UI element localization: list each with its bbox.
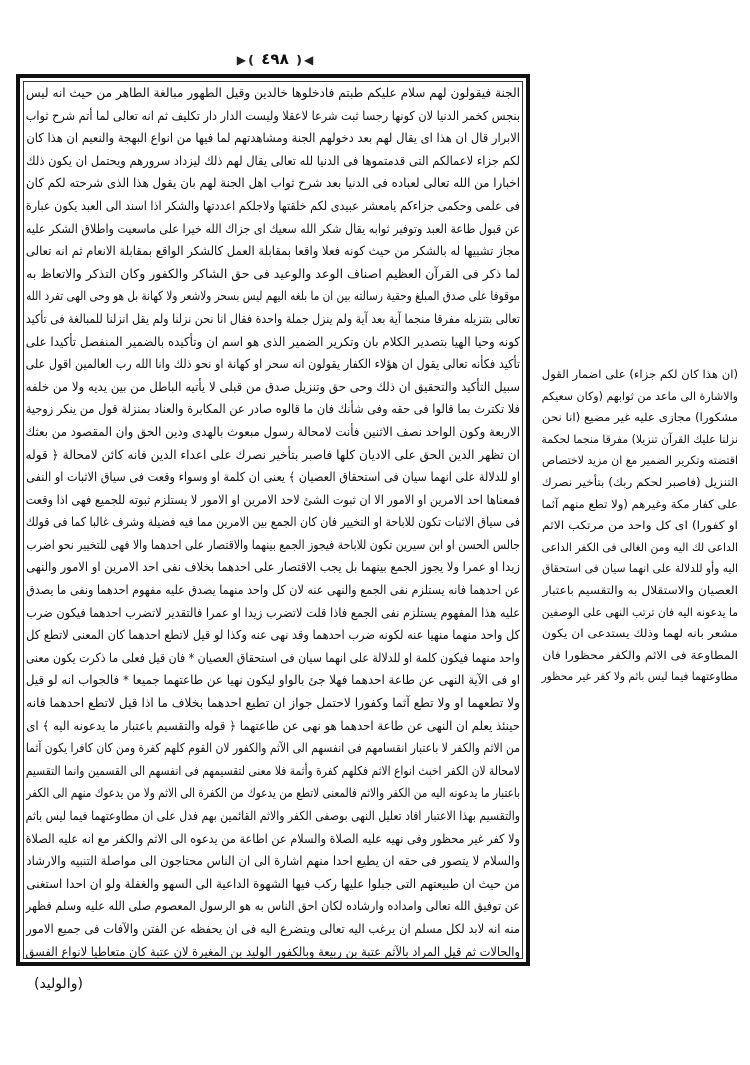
margin-text-line: مشكورا) مجازى عليه غير مضيع (انا نحن [541,410,738,425]
margin-text-line: على كفار مكة وغيرهم (ولا تطع منهم آثما [541,496,738,511]
main-text-line: عليه هذا المفهوم يستلزم نفى الجمع فاذا قلت لاتضرب زيدا او عمرا فالتقدير لاتضرب احدهما فيكون ضرب [26,604,520,620]
main-text-line: الاربعة وكون الواحد نصف الاثنين فأنت لامحالة رسول مبعوث بالهدى ودين الحق وان المقصود من بعثك [25,423,520,439]
main-text-line: تأكيد فكأنه تعالى يقول ان هؤلاء الكفار يقولون انه سحر او كهانة او نحو ذلك وانا الله رب العالمين اقول على [25,356,520,372]
main-text-line: فمعناها احد الامرين او الامور الا ان ثبوت الشئ لاحد الامرين او الامور لا يستلزم ثبوته للجميع فهى اذا وقعت [25,491,520,507]
margin-text-line: نزلنا عليك القرآن تنزيلا) مفرقا منجما لحكمة [541,431,738,446]
margin-commentary [542,364,738,688]
main-text-line: تعالى بتنزيله مفرقا منجما آية بعد آية ولم ينزل جملة واحدة فقال انا نحن نزلنا ولم يقل انزلنا للمبالغة فى تأكيد [25,310,521,326]
margin-text-line: مشعر بانه لهما وذلك يستدعى ان يكون [541,626,738,641]
margin-text-line: مطاوعتهما فيما ليس باثم ولا كفر غير محظور [541,669,738,684]
margin-text-line: اقتضته وتكرير الضمير مع ان مزيد لاختصاص [541,453,738,468]
main-text-line: لامحالة لان الكفر اخبث انواع الاثم فكلهم كفرة وأثمة فلا معنى لتقسيمهم فى انفسهم الى القسمين وانما التقسيم [25,762,521,778]
main-text-line: عن احدهما فانه يستلزم نفى الجمع والنهى عنه لان كل واحد منهما يصدق عليه مفهوم احدهما ونفى ما يصدق [26,582,521,598]
margin-text-line: (ان هذا كان لكم جزاء) على اضمار القول [541,367,738,381]
ornament-left-icon: ◀❪ [293,53,314,67]
main-text-line: بنجس كخمر الدنيا لان كونها رجسا ثبت شرعا لاعقلا وليست الدار دار تكليف ثم انه تعالى لما أتم شرح ثواب [25,107,520,123]
main-text-line: زيدا او عمرا ولا يجوز الجمع بينهما بل يجب الاقتصار على احدهما بخلاف نفى احد الامرين او الامور والنهى [26,559,521,575]
main-text-line: كل واحد منهما منهيا عنه لكونه ضرب احدهما وقد نهى عنه وكذا لو قيل لاتطع احدهما كان المعنى لاتطع كل [26,627,520,643]
main-text-line: فلا تكترث بما قالوا فى حقه وفى شأنك فان ما قالوه صادر عن المكابرة والعناد بمنزلة قول من ينكر زوجية [25,401,520,417]
main-text-line: عن قبول طاعة العبد وتوفير ثوابه يقال شكر الله سعيك اى جزاك الله خيرا على ماسعيت واطلاق الشكر عليه [25,220,520,236]
main-text-line: ولا تطعهما او ولا تطع آثما وكفورا لاحتمل جواز ان تطيع احدهما بخلاف ما اذا قيل لاتطع احدهما فانه [26,695,520,711]
main-text-line: باعتبار ما يدعونه اليه من الكفر والاثم فالمعنى لاتطع من يدعوك من الكفرة الى الاثم ولا من يدعوك منهم الى الكفر [26,785,520,801]
main-text-line: او للدلالة على انهما سيان فى استحقاق العصيان ﴾ يعنى ان كلمة او وسواء وقعت فى سياق الاثبات او النفى [26,469,521,485]
main-text-line: ولا كفر غير محظور وفى نهيه عليه الصلاة والسلام عن اطاعة من يدعوه الى الاثم والكفر مع انه عليه الصلاة [25,830,521,846]
page-header [200,50,350,68]
main-text-line: الجنة فيقولون لهم سلام عليكم طبتم فادخلوها خالدين وقيل الطهور مبالغة الطاهر من حيث انه ليس [25,85,520,100]
main-text-line: والحالات ثم قيل المراد بالآثم عتبة بن ربيعة وبالكفور الوليد بن المغيرة لان عتبة كان متعاطيا لانواع الفسق [25,943,521,959]
margin-text-line: او كفورا) اى كل واحد من مرتكب الاثم [542,518,738,533]
margin-text-line: والاشارة الى ماعد من ثوابهم (وكان سعيكم [541,388,738,403]
main-text-line: موقوفا على صدق المبلغ وحقية رسالته بين ان ما بلغه اليهم ليس بسحر ولاشعر ولا كهانة بل هو وحى الهى تفرد الله [26,288,521,304]
main-text-block [26,82,520,963]
page-number: ٤٩٨ [261,50,289,68]
margin-text-line: التنزيل (فاصبر لحكم ربك) بتأخير نصرك [541,474,738,489]
margin-text-line: الداعى لك اليه ومن الغالى فى الكفر الداعى [541,539,738,554]
main-text-line: واحد منهما فيكون كلمة او للدلالة على انهما سيان فى استحقاق العصيان * فان قيل فعلى ما ذكرت يكون معنى [25,649,521,665]
main-text-line: من حيث ان طبيعتهم التى جبلوا عليها ركب فيها الشهوة الداعية الى السهو والغفلة ولو ان احدا استغنى [26,875,521,891]
margin-text-line: ما يدعونه اليه فان ترتب النهى على الوصفين [541,604,738,619]
main-text-line: اخبارا من الله تعالى لعباده فى الدنيا بعد شرح ثواب اهل الجنة لهم بان يقول هذا الذى شرحته لكم كان [25,175,520,191]
margin-text-line: المطاوعة فى الاثم والكفر محظورا فان [542,647,738,662]
main-text-line: من الاثم والكفر لا باعتبار انقسامهم فى انفسهم الى الآثم والكفور لان القوم كلهم كفرة ومن كان كافرا يكون آثما [25,740,521,756]
catchword: (والوليد) [34,976,83,992]
margin-text-line: العصيان والاستقلال به والتقسيم باعتبار [542,582,738,597]
main-text-line: فى سياق الاثبات تكون للاباحة او التخيير فان كان الجمع بين الامرين مما فيه فضيلة وشرف غالبا كما فى قولك [25,514,521,530]
main-text-line: والتقسيم بهذا الاعتبار افاد تعليل النهى بوصفى الكفر والاثم القائمين بهم فدل على ان مطاوعتهما فيما ليس باثم [25,808,521,823]
main-text-line: حينئذ يعلم ان النهى عن طاعة احدهما هو نهى عن طاعتهما ﴿ قوله والتقسيم باعتبار ما يدعونه اليه ﴾ اى [26,717,520,733]
main-text-line: عن توفيق الله تعالى وامداده وارشاده لكان احق الناس به هو الرسول المعصوم صلى الله عليه وسلم فظهر [25,898,520,914]
main-text-line: الابرار قال ان هذا اى يقال لهم بعد دخولهم الجنة ومشاهدتهم لما فيها من انواع البهجة والنعيم ان هذا كان [26,130,521,146]
main-text-line: كونه وحيا الهيا بتصدير الكلام بان وتكرير الضمير الذى هو اسم ان وتأكيده بالضمير المنفصل تأكيدا على [25,333,520,349]
main-text-line: سبيل التأكيد والتحقيق ان ذلك وحى حق وتنزيل صدق من قبلى لا يأتيه الباطل من بين يديه ولا من خلفه [25,378,521,394]
ornament-right-icon: ❫▶ [236,53,257,67]
main-text-line: ان تظهر الدين الحق على الاديان كلها فاصبر بتأخير نصرك على اعداء الدين فانه كائن لامحالة ﴿ قوله [25,446,520,462]
margin-text-line: اليه وأو للدلالة على انهما سيان فى استحقاق [541,561,738,576]
main-text-line: فى علمى وحكمى جزاءكم يامعشر عبيدى لكم خلقتها ولاجلكم اعددتها والشكر اذا اسند الى العبد يكون عبارة [25,197,520,213]
main-text-line: لكم جزاء لاعمالكم التى قدمتموها فى الدنيا لله تعالى يقال لهم ذلك ليزداد سرورهم ويحتمل ان يكون ذلك [26,152,521,168]
main-text-line: او فى الآية النهى عن طاعة احدهما فهلا جئ بالواو ليكون نهيا عن طاعتهما جميعا * فالجواب انه لو قيل [25,672,520,688]
main-text-line: منه انه لابد لكل مسلم ان يرغب اليه تعالى ويتضرع اليه فى ان يحفظه عن الفتن والآفات فى جميع الامور [26,920,520,936]
main-text-line: والسلام لا يتصور فى حقه ان يطيع احدا منهم اشارة الى ان الناس محتاجون الى مواصلة التنبيه والارشاد [26,853,521,869]
main-text-line: جالس الحسن او ابن سيرين تكون للاباحة فيجوز الجمع بينهما والاقتصار على احدهما والا فهى للتخيير نحو اضرب [26,536,520,552]
main-text-line: مجاز تشبيها له بالشكر من حيث كونه فعلا واقعا بمقابلة العمل كالشكر الواقع بمقابلة الانعام ثم انه تعالى [25,243,520,259]
main-text-line: لما ذكر فى القرآن العظيم اصناف الوعد والوعيد فى حق الشاكر والكفور وكان التذكر والاتعاظ به [26,265,520,281]
